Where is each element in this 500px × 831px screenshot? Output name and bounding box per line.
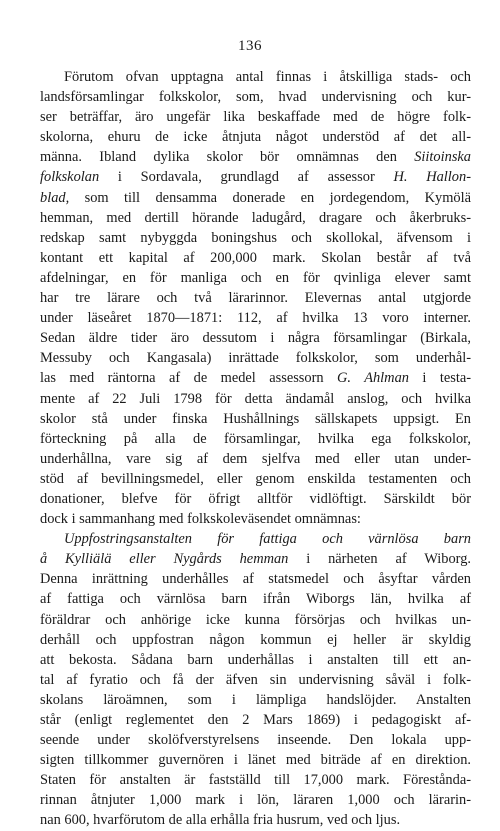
text-line: stöd af bevillningsmedel, eller genom enskilda testamenten och [40,470,471,487]
text-line: af fattiga och värnlösa barn ifrån Wiborgs län, hvilka af [40,591,471,608]
text-line: förteckning på alla de församlingar, hvilka ega folkskolor, [40,430,471,447]
text-line: skolor stå under finska Hushållnings sällskapets uppsigt. En [40,410,471,427]
text-line: folkskolan i Sordavala, grundlagd af assessor H. Hallon- [40,169,471,186]
text-line: sigten tillkommer guvernören i länet med biträde af en direktion. [40,752,471,769]
text-line: Staten för anstalten är fastställd till 17,000 mark. Förestånda- [40,772,471,789]
text-line: derhåll och uppfostran någon kommun ej heller är skyldig [40,631,471,648]
text-line: Messuby och Kangasala) inrättade folkskolor, som underhål- [40,350,471,367]
text-line: att bekosta. Sådana barn underhållas i anstalten till ett an- [40,651,471,668]
text-line: afdelningar, en för manliga och en för qvinliga elever samt [40,269,471,286]
text-line: står (enligt reglementet den 2 Mars 1869) i pedagogiskt af- [40,712,471,728]
text-line: Uppfostringsanstalten för fattiga och värnlösa barn [64,531,471,548]
text-line: föräldrar och anhörige icke kunna försörjas och hvilkas un- [40,611,471,628]
page-number: 136 [238,38,262,54]
text-line: männa. Ibland dylika skolor bör omnämnas den Siitoinska [40,149,471,166]
text-line: har tre lärare och två lärarinnor. Elevernas antal utgjorde [40,290,471,307]
text-line: rinnan åtnjuter 1,000 mark i lön, läraren 1,000 och lärarin- [40,792,471,809]
text-line: Denna inrättning underhålles af statsmedel och åsyftar vården [40,571,471,588]
text-line: ser beträffar, äro ungefär lika beskaffade med de högre folk- [40,109,471,126]
text-line: donationer, blefve för öfrigt alltför vidlöftigt. Särskildt bör [40,490,471,507]
text-line: under läseåret 1870—1871: 112, af hvilka 13 voro interner. [40,310,471,327]
text-line: Förutom ofvan upptagna antal finnas i åtskilliga stads- och [64,69,471,85]
text-line: kontant ett kapital af 200,000 mark. Skolan består af två [40,249,471,266]
text-line: mente af 22 Juli 1798 för detta ändamål anslog, och hvilka [40,390,471,407]
text-line: las med räntorna af de medel assessorn G. Ahlman i testa- [40,370,471,387]
text-line: hemman, med dertill hörande ladugård, dragare och åkerbruks- [40,209,471,226]
text-line: tal af fyratio och få der äfven sin undervisning såväl i folk- [40,671,471,688]
text-line: blad, som till densamma donerade en jordegendom, Kymölä [40,189,471,206]
body-text [40,67,471,831]
text-line: underhållna, vare sig af dem sjelfva med eller utan under- [40,450,471,467]
text-line: redskap samt nybyggda boningshus och skollokal, äfvensom i [40,229,471,246]
text-line: nan 600, hvarförutom de alla erhålla fria husrum, ved och ljus. [40,812,401,829]
text-line: dock i sammanhang med folkskoleväsendet omnämnas: [40,511,361,528]
text-line: seende under skolöfverstyrelsens inseende. Den lokala upp- [40,732,471,749]
text-line: å Kylliälä eller Nygårds hemman i närheten af Wiborg. [40,551,471,568]
text-line: Sedan äldre tider äro dessutom i några församlingar (Birkala, [40,330,471,347]
text-line: skolans läroämnen, som i lämpliga handslöjder. Anstalten [40,691,471,708]
text-line: landsförsamlingar folkskolor, som, hvad undervisning och kur- [40,89,471,106]
text-line: skolorna, ehuru de icke åtnjuta något understöd af det all- [40,129,471,146]
